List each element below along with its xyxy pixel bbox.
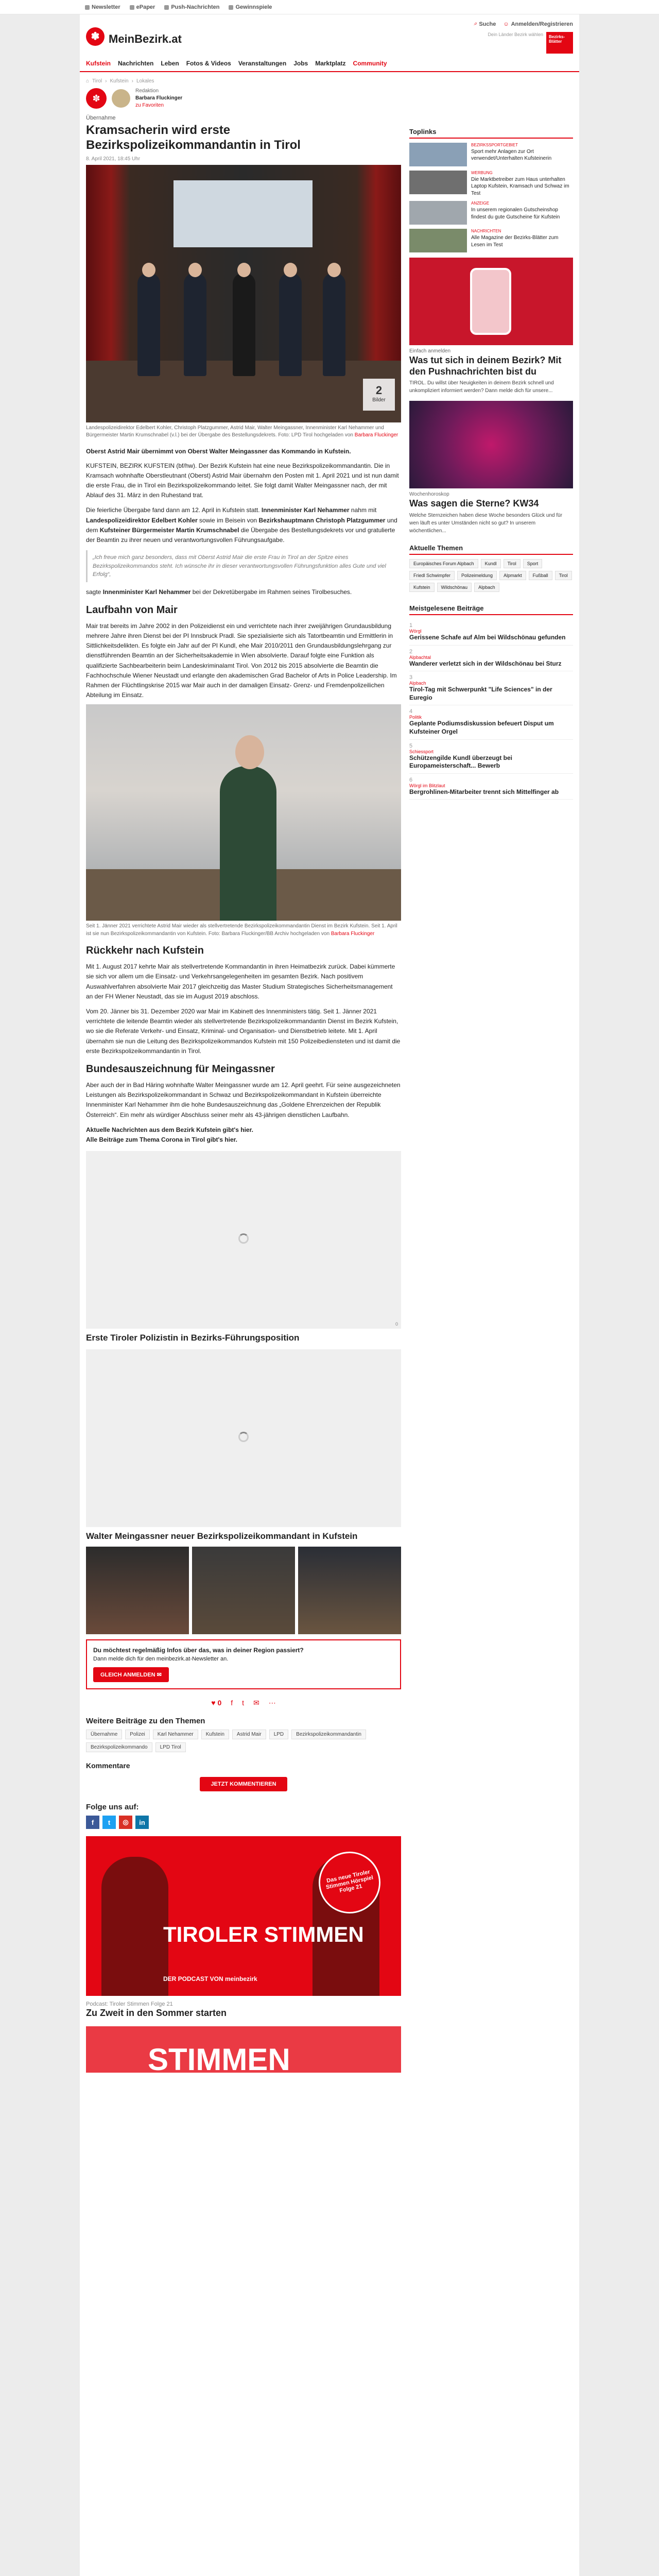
paragraph: KUFSTEIN, BEZIRK KUFSTEIN (bf/hw). Der Bezirk Kufstein hat eine neue Bezirkspolizeikommandantin. Die in Kramsach wohnhafte Oberstleutnant (Oberst) Astrid Mair übernahm den Posten mit 1. April 2021 und ist nun damit die erste Frau, die in Tirol ein Bezirkspolizeikommando leitet. Sie folgt damit Walter Meingassner nach, der mit Ablauf des 31. März in den Ruhestand trat.: [86, 462, 399, 499]
topic-chip[interactable]: Alpbach: [474, 583, 499, 592]
favorite-link[interactable]: zu Favoriten: [135, 103, 164, 108]
podcast-badge: Das neue Tiroler Stimmen Hörspiel Folge 21: [313, 1846, 386, 1919]
headline[interactable]: Schützengilde Kundl überzeugt bei Europameisterschaft... Bewerb: [409, 754, 513, 770]
nav-item-jobs[interactable]: Jobs: [293, 60, 308, 67]
sidebar: Toplinks BEZIRKSSPORTGEBIET Sport mehr Anlagen zur Ort verwendet/Unterhalten Kufsteinerin WERBUNG Die Marktbetreiber zum Haus unterhalten Laptop Kufstein, Kramsach und Schwaz im Test ANZEIGE In unserem regionalen Gutscheinshop findest du gute Gutscheine für Kufstein NACHRICHTEN Alle Magazine der Bezirks-Blätter zum Lesen im Test Einfach anmelden Was tut sich in deinem Bezirk? Mit den Pushnachrichten bist du TIROL. Du willst über Neuigkeiten in deinem Bezirk schnell und unkompliziert informiert werden? Dann melde dich für unsere... Wochenhoroskop Was sagen die Sterne? KW34 Welche Sternzeichen haben diese Woche besonders Glück und für wen läuft es unter Umständen nicht so gut? In unserem wöchentlichen... Aktuelle Themen Europäisches Forum Alpbach Kundl Tirol Sport Friedl Schwimpfer Polizeimeldung Alpmarkt Fußball Tirol Kufstein Wildschönau Alpbach Meistgelesene Beiträge 1 Wörgl Gerissene Schafe auf Alm bei Wildschönau gefunden 2 Alpbachtal Wanderer verletzt sich in der Wildschönau bei Sturz 3 Alpbach Tirol-Tag mit Schwerpunkt "Life Sciences" in der Euregio 4 Politik Geplante Podiumsdiskussion befeuert Disput um Kufsteiner Orgel 5 Schiessport Schützengilde Kundl überzeugt bei Europameisterschaft... Bewerb 6 Wörgl im Blitzlaut Bergrohlinen-Mitarbeiter trennt sich Mittelfinger ab: [409, 128, 573, 800]
mail-share-icon[interactable]: ✉: [253, 1699, 259, 1707]
facebook-icon[interactable]: f: [86, 1816, 99, 1829]
newsletter-link[interactable]: Newsletter: [85, 4, 120, 10]
video-player[interactable]: [86, 1349, 401, 1527]
tag-link[interactable]: Astrid Mair: [232, 1730, 266, 1739]
hero-image[interactable]: [86, 165, 401, 422]
paragraph: Vom 20. Jänner bis 31. Dezember 2020 war Mair im Kabinett des Innenministers tätig. Seit 1. Jänner 2021 verrichtete die leitende Beamtin wieder als stellvertretende Bezirkspolizeikommandantin Dienst im Bezirk Kufstein, wo sie die Referate Verkehr- und Einsatz, Kriminal- und Organisation- und Dienstbetrieb leitete. Mit 1. April übernahm sie nun die Leitung des Bezirkspolizeikommandos Kufstein mit 150 Polizeibediensteten und ist damit die erste Bezirkspolizeikommandantin in Tirol.: [86, 1008, 401, 1055]
toplinks-title: Toplinks: [409, 128, 573, 139]
headline[interactable]: Geplante Podiumsdiskussion befeuert Disput um Kufsteiner Orgel: [409, 720, 554, 736]
corona-link[interactable]: Alle Beiträge zum Thema Corona in Tirol gibt's hier.: [86, 1136, 238, 1143]
toplink-item[interactable]: NACHRICHTEN Alle Magazine der Bezirks-Blätter zum Lesen im Test: [409, 229, 573, 252]
like-button[interactable]: ♥ 0: [211, 1699, 222, 1707]
gallery-image[interactable]: [298, 1547, 401, 1634]
facebook-share-icon[interactable]: f: [231, 1699, 233, 1707]
category: Wörgl im Blitzlaut: [409, 783, 445, 788]
comment-button[interactable]: JETZT KOMMENTIEREN: [200, 1777, 287, 1791]
gallery-image[interactable]: [86, 1547, 189, 1634]
nav-item-marktplatz[interactable]: Marktplatz: [315, 60, 346, 67]
login-button[interactable]: ☺ Anmelden/Registrieren: [503, 21, 573, 27]
rank: 1: [409, 622, 413, 629]
more-share-icon[interactable]: ⋯: [268, 1699, 276, 1707]
share-bar: [86, 1699, 401, 1707]
paragraph: Die feierliche Übergabe fand dann am 12. April in Kufstein statt. Innenminister Karl Nehammer nahm mit Landespolizeidirektor Edelbert Kohler sowie im Beisein von Bezirkshauptmann Christoph Platzgummer und dem Kufsteiner Bürgermeister Martin Krumschnabel die Übergabe des Bestellungsdekrets vor und gratulierte der Beamtin zu ihrer neuen und verantwortungsvollen Führungsaufgabe.: [86, 506, 397, 544]
newsletter-signup-button[interactable]: GLEICH ANMELDEN ✉: [93, 1667, 169, 1682]
nav-item-leben[interactable]: Leben: [161, 60, 179, 67]
user-icon: ☺: [503, 21, 509, 27]
headline[interactable]: Bergrohlinen-Mitarbeiter trennt sich Mittelfinger ab: [409, 788, 559, 795]
tags-title: Weitere Beiträge zu den Themen: [86, 1717, 205, 1726]
article-date: 8. April 2021, 18:45 Uhr: [86, 156, 141, 162]
breadcrumb-tirol[interactable]: Tirol: [92, 78, 102, 84]
hero-caption: Landespolizeidirektor Edelbert Kohler, Christoph Platzgummer, Astrid Mair, Walter Meingassner, Innenminister Karl Nehammer und Bürgermeister Martin Krumschnabel (v.l.) bei der Übergabe des Bestellungsdekrets. Foto: LPD Tirol hochgeladen von Barbara Fluckinger: [86, 425, 398, 438]
topic-chip[interactable]: Tirol: [555, 571, 572, 580]
loading-spinner-icon: [238, 1233, 249, 1244]
article-title: Kramsacherin wird erste Bezirkspolizeikommandantin in Tirol: [86, 123, 301, 152]
paragraph: Aber auch der in Bad Häring wohnhafte Walter Meingassner wurde am 12. April geehrt. Für seine ausgezeichneten Leistungen als Bezirkspolizeikommandant in Schwaz und Bezirkspolizeikommandant in Kufstein überreichte Innenminister Karl Nehammer ihm die hohe Bundesauszeichnung das „Goldene Ehrenzeichen der Republik Österreich“. Ein mehr als würdiger Abschluss seiner mehr als 43-jährigen dienstlichen Laufbahn.: [86, 1081, 401, 1118]
publisher-avatar[interactable]: ✽: [86, 88, 107, 109]
gallery: [86, 1547, 401, 1634]
push-promo-title[interactable]: Was tut sich in deinem Bezirk? Mit den Pushnachrichten bist du: [409, 355, 562, 377]
section-heading: Rückkehr nach Kufstein: [86, 945, 204, 957]
loading-spinner-icon: [238, 1432, 249, 1442]
site-header: [80, 14, 579, 56]
location-hint[interactable]: Dein Länder Bezirk wählen: [488, 32, 543, 37]
logo-icon: ✽: [86, 27, 105, 46]
horoscope-title[interactable]: Was sagen die Sterne? KW34: [409, 498, 539, 509]
push-promo-image[interactable]: [409, 258, 573, 345]
nav-item-nachrichten[interactable]: Nachrichten: [118, 60, 154, 67]
nav-item-fotos-videos[interactable]: Fotos & Videos: [186, 60, 231, 67]
nav-item-veranstaltungen[interactable]: Veranstaltungen: [238, 60, 287, 67]
tag-link[interactable]: Karl Nehammer: [153, 1730, 198, 1739]
tag-link[interactable]: Kufstein: [201, 1730, 229, 1739]
search-button[interactable]: ⌕ Suche: [474, 21, 496, 27]
tag-list: [86, 1730, 401, 1752]
photo-caption: Seit 1. Jänner 2021 verrichtete Astrid Mair wieder als stellvertretende Bezirkspolizeikommandantin Dienst im Bezirk Kufstein. Seit 1. April ist sie nun Bezirkspolizeikommandantin von Kufstein. Foto: Barbara Fluckinger/BB Archiv hochgeladen von Barbara Fluckinger: [86, 923, 397, 937]
video-title[interactable]: Erste Tiroler Polizistin in Bezirks-Führungsposition: [86, 1333, 300, 1343]
author-name[interactable]: Barbara Fluckinger: [135, 95, 183, 101]
gallery-count[interactable]: 2 Bilder: [363, 379, 395, 411]
breadcrumb-kufstein[interactable]: Kufstein: [110, 78, 129, 84]
paragraph: sagte Innenminister Karl Nehammer bei der Dekretübergabe im Rahmen seines Tirolbesuches.: [86, 588, 352, 596]
toplink-item[interactable]: ANZEIGE In unserem regionalen Gutscheinshop findest du gute Gutscheine für Kufstein: [409, 201, 573, 225]
article-kicker: Übernahme: [86, 115, 116, 121]
site-logo[interactable]: ✽ MeinBezirk.at: [86, 25, 182, 48]
topics-title: Aktuelle Themen: [409, 544, 573, 555]
tag-link[interactable]: LPD Tirol: [155, 1742, 186, 1752]
main-container: [80, 14, 579, 2576]
topic-chip[interactable]: Tirol: [504, 559, 521, 568]
category: Schiessport: [409, 749, 434, 754]
main-nav: [80, 56, 579, 72]
author-box: ✽ Redaktion Barbara Fluckinger zu Favoriten: [86, 88, 182, 109]
nav-item-kufstein[interactable]: Kufstein: [86, 60, 111, 67]
category: Alpbachtal: [409, 654, 431, 660]
video-player[interactable]: 0: [86, 1151, 401, 1329]
gallery-image[interactable]: [192, 1547, 295, 1634]
twitter-icon[interactable]: t: [102, 1816, 116, 1829]
topic-list: [409, 559, 573, 592]
horoscope-image[interactable]: [409, 401, 573, 488]
rank: 2: [409, 648, 413, 655]
topic-chip[interactable]: Fußball: [529, 571, 552, 580]
gewinnspiele-link[interactable]: Gewinnspiele: [229, 4, 272, 10]
search-icon: ⌕: [474, 21, 477, 27]
section-heading: Bundesauszeichnung für Meingassner: [86, 1063, 275, 1075]
article-lead: Oberst Astrid Mair übernimmt von Oberst Walter Meingassner das Kommando in Kufstein.: [86, 447, 351, 455]
most-read: Meistgelesene Beiträge 1 Wörgl Gerissene Schafe auf Alm bei Wildschönau gefunden 2 Alpbachtal Wanderer verletzt sich in der Wildschönau bei Sturz 3 Alpbach Tirol-Tag mit Schwerpunkt "Life Sciences" in der Euregio 4 Politik Geplante Podiumsdiskussion befeuert Disput um Kufsteiner Orgel 5 Schiessport Schützengilde Kundl überzeugt bei Europameisterschaft... Bewerb 6 Wörgl im Blitzlaut Bergrohlinen-Mitarbeiter trennt sich Mittelfinger ab: [409, 604, 573, 800]
topic-chip[interactable]: Kundl: [481, 559, 501, 568]
topic-chip[interactable]: Alpmarkt: [499, 571, 526, 580]
tag-link[interactable]: Bezirkspolizeikommando: [86, 1742, 152, 1752]
podcast-banner[interactable]: TIROLER STIMMEN DER PODCAST VON meinbezirk Das neue Tiroler Stimmen Hörspiel Folge 21: [86, 1836, 401, 1996]
toplink-item[interactable]: WERBUNG Die Marktbetreiber zum Haus unterhalten Laptop Kufstein, Kramsach und Schwaz im Test: [409, 171, 573, 197]
toplink-item[interactable]: BEZIRKSSPORTGEBIET Sport mehr Anlagen zur Ort verwendet/Unterhalten Kufsteinerin: [409, 143, 573, 166]
category: Politik: [409, 715, 422, 720]
headline[interactable]: Wanderer verletzt sich in der Wildschönau bei Sturz: [409, 659, 562, 667]
headline[interactable]: Tirol-Tag mit Schwerpunkt "Life Sciences" in der Euregio: [409, 686, 552, 701]
news-link[interactable]: Aktuelle Nachrichten aus dem Bezirk Kufstein gibt's hier.: [86, 1126, 253, 1133]
breadcrumb-lokales[interactable]: Lokales: [136, 78, 154, 84]
phone-icon: [470, 268, 511, 335]
tag-link[interactable]: Übernahme: [86, 1730, 122, 1739]
tag-link[interactable]: Bezirkspolizeikommandantin: [291, 1730, 366, 1739]
topic-chip[interactable]: Kufstein: [409, 583, 435, 592]
most-read-item[interactable]: [409, 740, 573, 774]
category: Alpbach: [409, 681, 426, 686]
topic-chip[interactable]: Sport: [523, 559, 543, 568]
breadcrumb: ⌂ Tirol › Kufstein › Lokales: [86, 78, 154, 84]
gift-icon: [229, 5, 233, 10]
tag-link[interactable]: LPD: [269, 1730, 288, 1739]
paragraph: Mit 1. August 2017 kehrte Mair als stellvertretende Kommandantin in ihren Heimatbezirk zurück. Dabei kümmerte sie sich vor allem um die Einsatz- und Verkehrsangelegenheiten im gesamten Bezirk. Nach positivem Auswahlverfahren absolvierte Mair 2017 gleichzeitig das Master Studium Strategisches Sicherheitsmanagement an der FH Wiener Neustadt, das sie im August 2019 abschloss.: [86, 963, 395, 1000]
rank: 5: [409, 742, 413, 749]
author-avatar[interactable]: [112, 89, 130, 108]
gallery-title[interactable]: Walter Meingassner neuer Bezirkspolizeikommandant in Kufstein: [86, 1531, 358, 1541]
follow-title: Folge uns auf:: [86, 1803, 139, 1812]
bell-icon: [164, 5, 169, 10]
tag-link[interactable]: Polizei: [125, 1730, 149, 1739]
section-heading: Laufbahn von Mair: [86, 604, 178, 616]
nav-item-community[interactable]: Community: [353, 60, 387, 67]
rank: 3: [409, 674, 413, 681]
category: Wörgl: [409, 629, 422, 634]
podcast-banner-2[interactable]: STIMMEN: [86, 2026, 401, 2073]
most-read-item[interactable]: [409, 705, 573, 739]
home-icon[interactable]: ⌂: [86, 78, 90, 84]
rank: 4: [409, 708, 413, 715]
topic-chip[interactable]: Europäisches Forum Alpbach: [409, 559, 478, 568]
instagram-icon[interactable]: ◎: [119, 1816, 132, 1829]
header-actions: [474, 21, 573, 27]
most-read-item[interactable]: [409, 619, 573, 646]
push-link[interactable]: Push-Nachrichten: [164, 4, 219, 10]
linkedin-icon[interactable]: in: [135, 1816, 149, 1829]
rank: 6: [409, 776, 413, 783]
most-read-item[interactable]: [409, 774, 573, 800]
most-read-item[interactable]: [409, 671, 573, 705]
topic-chip[interactable]: Friedl Schwimpfer: [409, 571, 455, 580]
newsletter-box: Du möchtest regelmäßig Infos über das, was in deiner Region passiert? Dann melde dich für den meinbezirk.at-Newsletter an. GLEICH ANMELDEN ✉: [86, 1639, 401, 1689]
article: Übernahme Kramsacherin wird erste Bezirkspolizeikommandantin in Tirol 8. April 2021, 18:45 Uhr 2 Bilder Landespolizeidirektor Edelbert Kohler, Christoph Platzgummer, Astrid Mair, Walter Meingassner, Innenminister Karl Nehammer und Bürgermeister Martin Krumschnabel (v.l.) bei der Übergabe des Bestellungsdekrets. Foto: LPD Tirol hochgeladen von Barbara Fluckinger Oberst Astrid Mair übernimmt von Oberst Walter Meingassner das Kommando in Kufstein. KUFSTEIN, BEZIRK KUFSTEIN (bf/hw). Der Bezirk Kufstein hat eine neue Bezirkspolizeikommandantin. Die in Kramsach wohnhafte Oberstleutnant (Oberst) Astrid Mair übernahm den Posten mit 1. April 2021 und ist nun damit die erste Frau, die in Tirol ein Bezirkspolizeikommando leitet. Sie folgt damit Walter Meingassner nach, der mit Ablauf des 31. März in den Ruhestand trat. Die feierliche Übergabe fand dann am 12. April in Kufstein statt. Innenminister Karl Nehammer nahm mit Landespolizeidirektor Edelbert Kohler sowie im Beisein von Bezirkshauptmann Christoph Platzgummer und dem Kufsteiner Bürgermeister Martin Krumschnabel die Übergabe des Bestellungsdekrets vor und gratulierte der Beamtin zu ihrer neuen und verantwortungsvollen Führungsaufgabe. „Ich freue mich ganz besonders, dass mit Oberst Astrid Mair die erste Frau in Tirol an der Spitze eines Bezirkspolizeikommandos steht. Ich wünsche ihr in dieser verantwortungsvollen Führungsfunktion alles Gute und viel Erfolg“, sagte Innenminister Karl Nehammer bei der Dekretübergabe im Rahmen seines Tirolbesuches. Laufbahn von Mair Mair trat bereits im Jahre 2002 in den Polizeidienst ein und verrichtete nach ihrer zweijährigen Grundausbildung mehrere Jahre ihren Dienst bei der PI Innsbruck Pradl. Sie spezialisierte sich als Tatortbeamtin und Ermittlerin in Sittlichkeitsdelikten. Es folgte ein Jahr auf der PI Kundl, ehe Mair 2010/2011 den Grundausbildungslehrgang zur dienstführenden Beamtin an der Sicherheitsakademie in Wien absolvierte. Darauf folgte eine Funktion als qualifizierte Sachbearbeiterin beim Landeskriminalamt Tirol. Von 2012 bis 2015 absolvierte die Beamtin die Fachhochschule Wiener Neustadt und erlangte den akademischen Grad Bachelor of Arts in Police Leadership. Im Rahmen der Flüchtlingskrise 2015 war Mair auch in der damaligen Einsatz- Grenz- und Fremdenpolizeilichen Abteilung im Einsatz. Seit 1. Jänner 2021 verrichtete Astrid Mair wieder als stellvertretende Bezirkspolizeikommandantin Dienst im Bezirk Kufstein. Seit 1. April ist sie nun Bezirkspolizeikommandantin von Kufstein. Foto: Barbara Fluckinger/BB Archiv hochgeladen von Barbara Fluckinger Rückkehr nach Kufstein Mit 1. August 2017 kehrte Mair als stellvertretende Kommandantin in ihren Heimatbezirk zurück. Dabei kümmerte sie sich vor allem um die Einsatz- und Verkehrsangelegenheiten im gesamten Bezirk. Nach positivem Auswahlverfahren absolvierte Mair 2017 gleichzeitig das Master Studium Strategisches Sicherheitsmanagement an der FH Wiener Neustadt, das sie im August 2019 abschloss. Vom 20. Jänner bis 31. Dezember 2020 war Mair im Kabinett des Innenministers tätig. Seit 1. Jänner 2021 verrichtete die leitende Beamtin wieder als stellvertretende Bezirkspolizeikommandantin Dienst im Bezirk Kufstein, wo sie die Referate Verkehr- und Einsatz, Kriminal- und Organisation- und Dienstbetrieb leitete. Mit 1. April übernahm sie nun die Leitung des Bezirkspolizeikommandos Kufstein mit 150 Polizeibediensteten und ist damit die erste Bezirkspolizeikommandantin in Tirol. Bundesauszeichnung für Meingassner Aber auch der in Bad Häring wohnhafte Walter Meingassner wurde am 12. April geehrt. Für seine ausgezeichneten Leistungen als Bezirkspolizeikommandant in Schwaz und Bezirkspolizeikommandant in Kufstein überreichte Innenminister Karl Nehammer ihm die hohe Bundesauszeichnung das „Goldene Ehrenzeichen der Republik Österreich“. Ein mehr als würdiger Abschluss seiner mehr als 43-jährigen dienstlichen Laufbahn. Aktuelle Nachrichten aus dem Bezirk Kufstein gibt's hier. Alle Beiträge zum Thema Corona in Tirol gibt's hier. 0 Erste Tiroler Polizistin in Bezirks-Führungsposition Walter Meingassner neuer Bezirkspolizeikommandant in Kufstein Du möchtest regelmäßig Infos über das, was in deiner Region passiert? Dann melde dich für den meinbezirk.at-Newsletter an. GLEICH ANMELDEN ✉ ♥ 0 f t ✉ ⋯ Weitere Beiträge zu den Themen Übernahme Polizei Karl Nehammer Kufstein Astrid Mair LPD Bezirkspolizeikommandantin Bezirkspolizeikommando LPD Tirol Kommentare JETZT KOMMENTIEREN Folge uns auf: f t ◎ in TIROLER STIMMEN DER PODCAST VON meinbezirk Das neue Tiroler Stimmen Hörspiel Folge 21 Podcast: Tiroler Stimmen Folge 21 Zu Zweit in den Sommer starten STIMMEN: [86, 115, 401, 2073]
twitter-share-icon[interactable]: t: [242, 1699, 245, 1707]
social-links: [86, 1816, 401, 1829]
topic-chip[interactable]: Polizeimeldung: [457, 571, 497, 580]
mail-icon: [85, 5, 90, 10]
blockquote: „Ich freue mich ganz besonders, dass mit Oberst Astrid Mair die erste Frau in Tirol an der Spitze eines Bezirkspolizeikommandos steht. Ich wünsche ihr in dieser verantwortungsvollen Führungsfunktion alles Gute und viel Erfolg“,: [86, 550, 401, 582]
top-utility-bar: [0, 0, 659, 14]
podcast-title[interactable]: Zu Zweit in den Sommer starten: [86, 2008, 227, 2019]
comments-title: Kommentare: [86, 1761, 130, 1770]
article-photo[interactable]: [86, 704, 401, 921]
epaper-link[interactable]: ePaper: [130, 4, 155, 10]
topic-chip[interactable]: Wildschönau: [437, 583, 472, 592]
most-read-item[interactable]: [409, 646, 573, 672]
paper-icon: [130, 5, 134, 10]
paragraph: Mair trat bereits im Jahre 2002 in den Polizeidienst ein und verrichtete nach ihrer zweijährigen Grundausbildung mehrere Jahre ihren Dienst bei der PI Innsbruck Pradl. Sie spezialisierte sich als Tatortbeamtin und Ermittlerin in Sittlichkeitsdelikten. Es folgte ein Jahr auf der PI Kundl, ehe Mair 2010/2011 den Grundausbildungslehrgang zur dienstführenden Beamtin an der Sicherheitsakademie in Wien absolvierte. Darauf folgte eine Funktion als qualifizierte Sachbearbeiterin beim Landeskriminalamt Tirol. Von 2012 bis 2015 absolvierte die Beamtin die Fachhochschule Wiener Neustadt und erlangte den akademischen Grad Bachelor of Arts in Police Leadership. Im Rahmen der Flüchtlingskrise 2015 war Mair auch in der damaligen Einsatz- Grenz- und Fremdenpolizeilichen Abteilung im Einsatz.: [86, 622, 397, 699]
bezirksblaetter-badge[interactable]: Bezirks-Blätter: [546, 32, 573, 54]
headline[interactable]: Gerissene Schafe auf Alm bei Wildschönau gefunden: [409, 634, 566, 641]
